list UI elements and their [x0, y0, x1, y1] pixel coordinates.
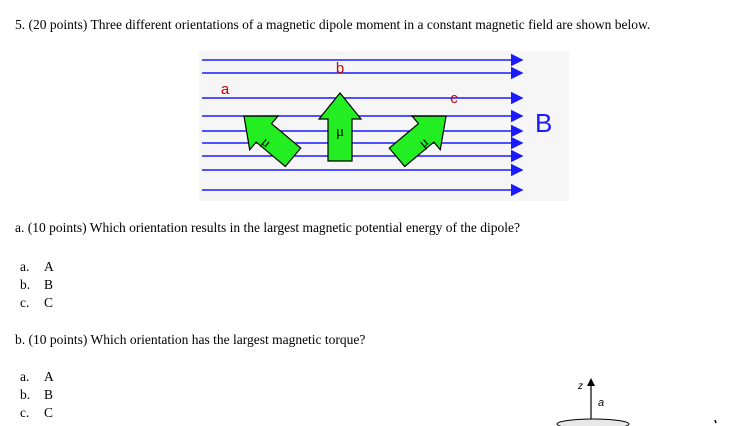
- z-axis-label: z: [578, 381, 583, 392]
- option-text: A: [44, 369, 54, 384]
- stray-mark: [715, 420, 716, 423]
- field-label: B: [535, 108, 553, 138]
- dipole-symbol-c: μ: [416, 134, 432, 152]
- label-c: c: [450, 90, 458, 107]
- option-letter: b.: [20, 387, 31, 402]
- option-letter: a.: [20, 369, 30, 384]
- option-text: B: [44, 277, 54, 292]
- option-letter: c.: [20, 295, 30, 310]
- label-a: a: [220, 81, 230, 98]
- label-b: b: [335, 60, 345, 77]
- dipole-symbol-a: μ: [258, 134, 274, 152]
- part-b-option-1[interactable]: [20, 369, 54, 385]
- question-title: 5. (20 points) Three different orientations of a magnetic dipole moment in a constant magnetic field are shown below.: [15, 17, 651, 32]
- option-text: A: [44, 259, 54, 274]
- part-b-prompt: b. (10 points) Which orientation has the largest magnetic torque?: [15, 332, 366, 347]
- option-letter: b.: [20, 277, 31, 292]
- part-a-option-2[interactable]: [20, 277, 53, 293]
- current-loop: [557, 419, 629, 426]
- radius-label: a: [598, 397, 605, 409]
- part-b-option-3[interactable]: [20, 405, 53, 421]
- dipole-symbol-b: μ: [335, 124, 345, 140]
- part-a-prompt: a. (10 points) Which orientation results in the largest magnetic potential energy of the dipole?: [15, 220, 520, 235]
- part-a-option-1[interactable]: [20, 259, 54, 275]
- part-a-option-3[interactable]: [20, 295, 53, 311]
- part-b-option-2[interactable]: [20, 387, 53, 403]
- option-text: C: [44, 405, 54, 420]
- z-axis-arrowhead: [587, 378, 595, 386]
- option-letter: c.: [20, 405, 30, 420]
- option-text: C: [44, 295, 54, 310]
- option-text: B: [44, 387, 54, 402]
- loop-figure: [545, 372, 725, 426]
- option-letter: a.: [20, 259, 30, 274]
- dipole-orientation-figure: [199, 51, 569, 201]
